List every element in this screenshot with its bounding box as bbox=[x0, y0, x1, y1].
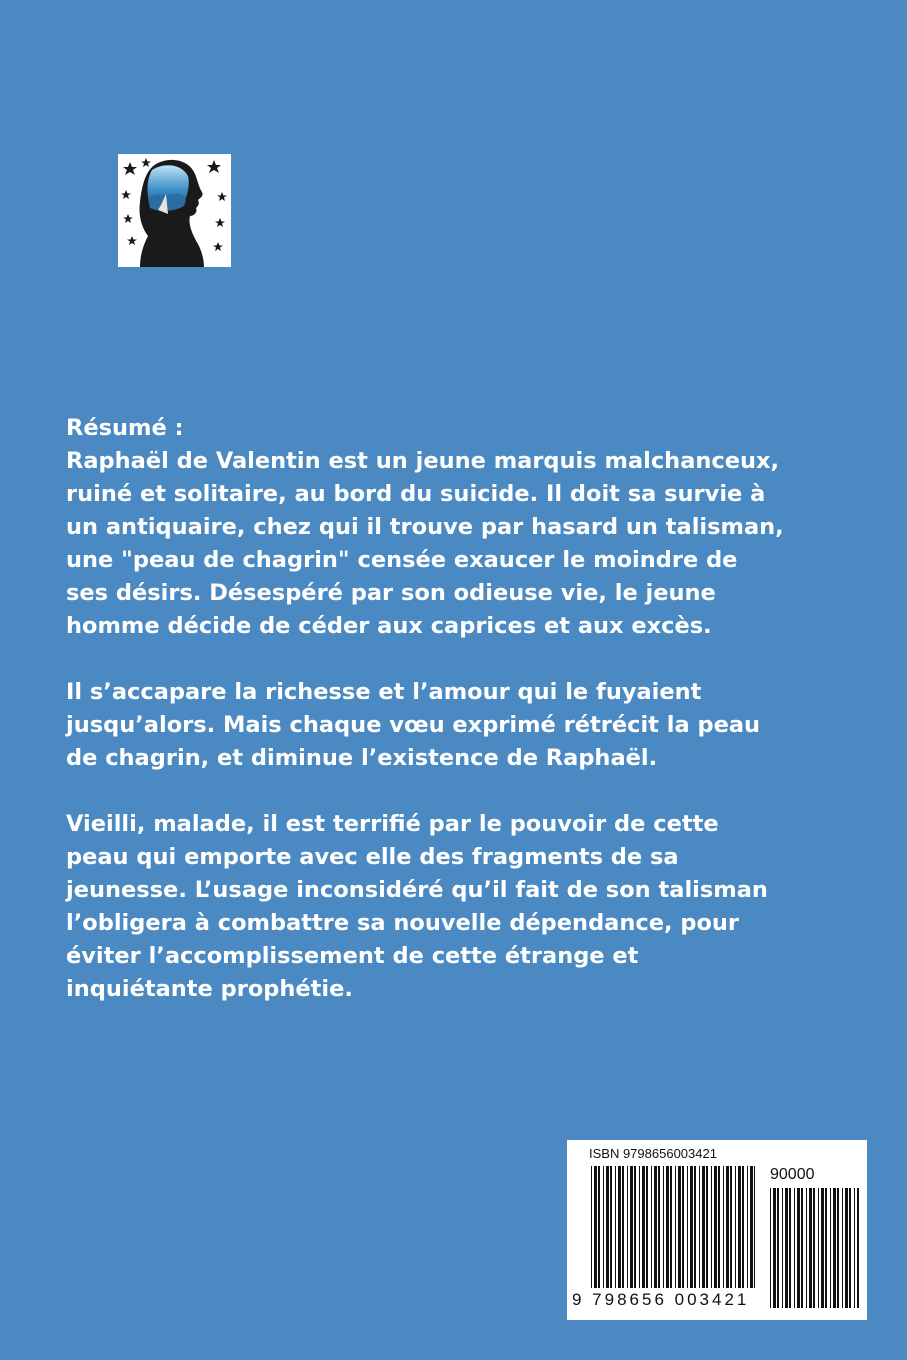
barcode-bar bbox=[627, 1166, 628, 1288]
text-line: inquiétante prophétie. bbox=[66, 976, 353, 1002]
text-line: homme décide de céder aux caprices et aux excès. bbox=[66, 613, 712, 639]
barcode-bar bbox=[598, 1166, 600, 1288]
barcode-bar bbox=[639, 1166, 640, 1288]
barcode-bar bbox=[747, 1166, 748, 1288]
text-line: ses désirs. Désespéré par son odieuse vie, le jeune bbox=[66, 580, 716, 606]
barcode-bar bbox=[742, 1166, 744, 1288]
barcode-bar bbox=[666, 1166, 669, 1288]
isbn-barcode bbox=[567, 1140, 867, 1320]
paragraph-2 bbox=[66, 676, 846, 775]
barcode-bar bbox=[670, 1166, 672, 1288]
text-line: ruiné et solitaire, au bord du suicide. Il doit sa survie à bbox=[66, 481, 766, 507]
text-line: Raphaël de Valentin est un jeune marquis malchanceux, bbox=[66, 448, 780, 474]
barcode-bar bbox=[646, 1166, 648, 1288]
barcode-bar bbox=[622, 1166, 624, 1288]
barcode-digits: 9 798656 003421 bbox=[572, 1290, 750, 1309]
barcode-bar bbox=[738, 1166, 741, 1288]
barcode-bar bbox=[711, 1166, 712, 1288]
barcode-bar bbox=[603, 1166, 604, 1288]
author-logo bbox=[118, 154, 231, 267]
isbn-label: ISBN 9798656003421 bbox=[589, 1146, 717, 1161]
woman-silhouette-icon bbox=[118, 154, 231, 267]
barcode-bar bbox=[682, 1166, 684, 1288]
summary-text bbox=[66, 412, 846, 1039]
barcode-bar bbox=[678, 1166, 681, 1288]
text-line: jeunesse. L’usage inconsidéré qu’il fait de son talisman bbox=[66, 877, 768, 903]
barcode-bar bbox=[726, 1166, 729, 1288]
text-line: un antiquaire, chez qui il trouve par hasard un talisman, bbox=[66, 514, 784, 540]
barcode-bar bbox=[630, 1166, 633, 1288]
barcode-bar bbox=[699, 1166, 700, 1288]
barcode-bar bbox=[658, 1166, 660, 1288]
barcode-bar bbox=[754, 1166, 755, 1288]
barcode-bar bbox=[690, 1166, 693, 1288]
barcode-bar bbox=[675, 1166, 676, 1288]
paragraph-3 bbox=[66, 808, 846, 1006]
barcode-bar bbox=[714, 1166, 717, 1288]
paragraph-1 bbox=[66, 445, 846, 643]
text-line: peau qui emporte avec elle des fragments de sa bbox=[66, 844, 679, 870]
text-line: jusqu’alors. Mais chaque vœu exprimé rétrécit la peau bbox=[66, 712, 761, 738]
barcode-bar bbox=[654, 1166, 657, 1288]
barcode-bar bbox=[610, 1166, 612, 1288]
barcode-bar bbox=[750, 1166, 753, 1288]
barcode-bar bbox=[618, 1166, 621, 1288]
barcode-bar bbox=[594, 1166, 597, 1288]
barcode-bar bbox=[651, 1166, 652, 1288]
barcode-bar bbox=[730, 1166, 732, 1288]
text-line: Vieilli, malade, il est terrifié par le pouvoir de cette bbox=[66, 811, 719, 837]
barcode-bar bbox=[735, 1166, 736, 1288]
barcode-bar bbox=[591, 1166, 592, 1288]
barcode-bar bbox=[634, 1166, 636, 1288]
summary-heading: Résumé : bbox=[66, 415, 184, 441]
barcode-bar bbox=[694, 1166, 696, 1288]
barcode-bar bbox=[615, 1166, 616, 1288]
barcode-bar bbox=[706, 1166, 708, 1288]
barcode-bar bbox=[723, 1166, 724, 1288]
text-line: une "peau de chagrin" censée exaucer le moindre de bbox=[66, 547, 738, 573]
barcode-bar bbox=[702, 1166, 705, 1288]
barcode-bar bbox=[606, 1166, 609, 1288]
text-line: l’obligera à combattre sa nouvelle dépendance, pour bbox=[66, 910, 740, 936]
text-line: de chagrin, et diminue l’existence de Raphaël. bbox=[66, 745, 658, 771]
text-line: éviter l’accomplissement de cette étrange et bbox=[66, 943, 639, 969]
barcode-bar bbox=[642, 1166, 645, 1288]
barcode-bar bbox=[663, 1166, 664, 1288]
text-line: Il s’accapare la richesse et l’amour qui le fuyaient bbox=[66, 679, 702, 705]
barcode-bar bbox=[718, 1166, 720, 1288]
price-code: 90000 bbox=[770, 1166, 815, 1183]
barcode-bar bbox=[687, 1166, 688, 1288]
